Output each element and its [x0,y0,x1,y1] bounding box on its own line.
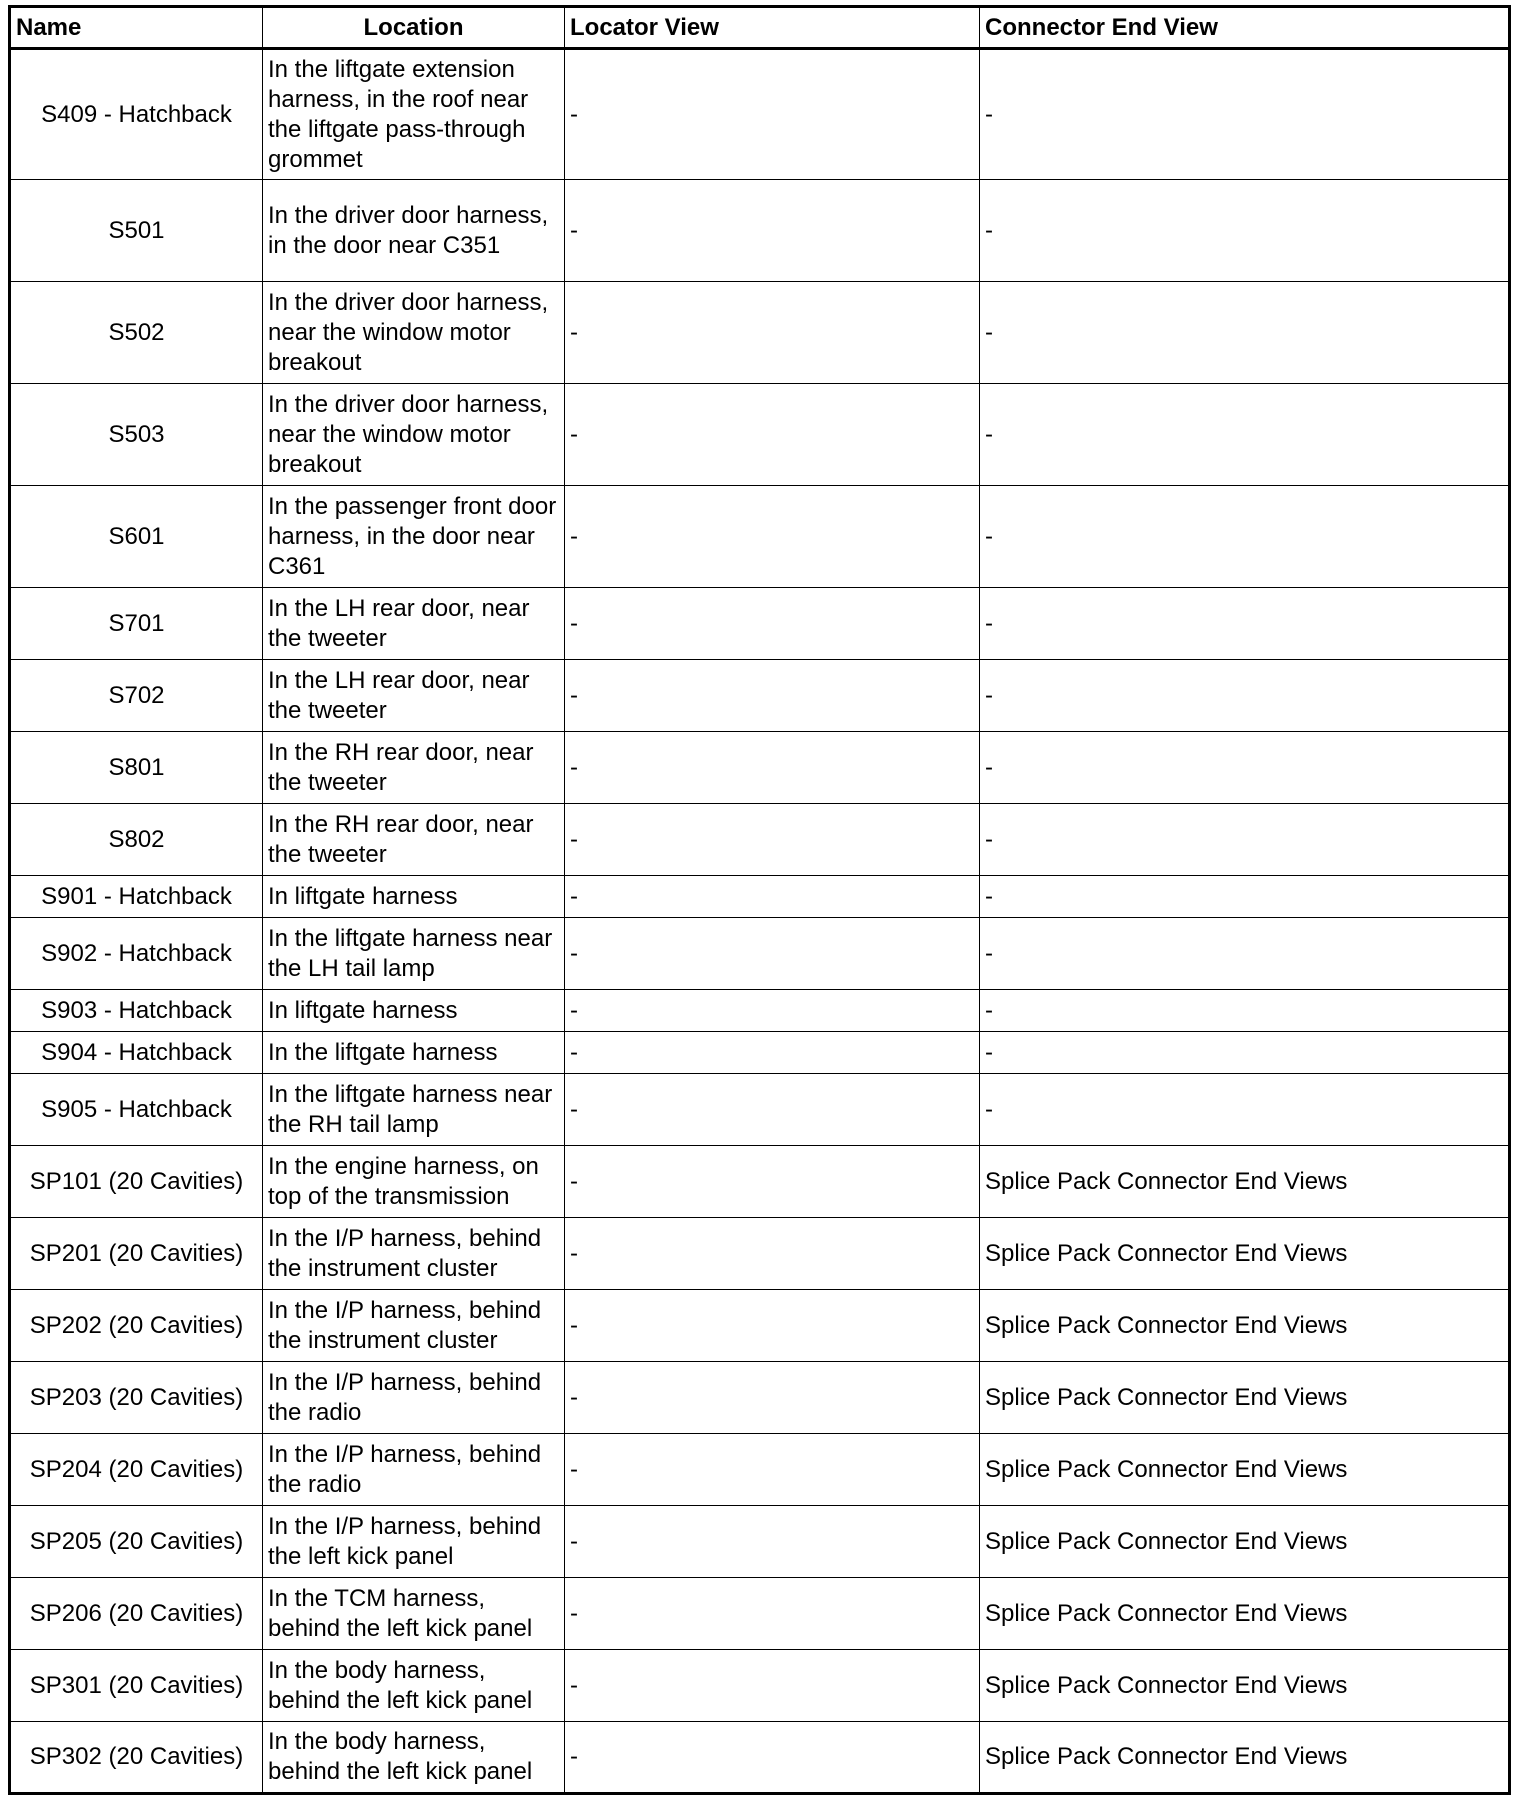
locator-view-cell: - [565,1650,980,1722]
locator-view-cell: - [565,486,980,588]
locator-view-cell: - [565,384,980,486]
table-row [10,732,1510,804]
connector-end-view-cell: - [980,588,1510,660]
table-row [10,1650,1510,1722]
table-header-row [10,7,1510,49]
splice-name: SP203 (20 Cavities) [10,1362,263,1434]
locator-view-cell: - [565,588,980,660]
splice-location: In the passenger front door harness, in the door near C361 [263,486,565,588]
connector-end-view-cell: - [980,918,1510,990]
connector-end-view-cell: - [980,49,1510,180]
connector-end-view-cell: Splice Pack Connector End Views [980,1146,1510,1218]
splice-name: S902 - Hatchback [10,918,263,990]
splice-name: S905 - Hatchback [10,1074,263,1146]
table-row [10,660,1510,732]
splice-location: In the liftgate harness [263,1032,565,1074]
locator-view-cell: - [565,1506,980,1578]
splice-name: SP301 (20 Cavities) [10,1650,263,1722]
splice-name: SP206 (20 Cavities) [10,1578,263,1650]
table-row [10,1362,1510,1434]
locator-view-cell: - [565,1578,980,1650]
splice-name: S501 [10,180,263,282]
table-row [10,486,1510,588]
splice-name: SP202 (20 Cavities) [10,1290,263,1362]
splice-location: In the driver door harness, in the door near C351 [263,180,565,282]
connector-end-view-cell: - [980,990,1510,1032]
locator-view-cell: - [565,1032,980,1074]
connector-end-view-cell: - [980,1074,1510,1146]
connector-end-view-cell: Splice Pack Connector End Views [980,1290,1510,1362]
table-row [10,1290,1510,1362]
splice-location: In the I/P harness, behind the radio [263,1362,565,1434]
table-row [10,990,1510,1032]
splice-name: S601 [10,486,263,588]
connector-end-view-cell: Splice Pack Connector End Views [980,1650,1510,1722]
splice-name: S802 [10,804,263,876]
splice-name: S901 - Hatchback [10,876,263,918]
splice-location: In the I/P harness, behind the instrument cluster [263,1218,565,1290]
locator-view-cell: - [565,1722,980,1794]
locator-view-cell: - [565,1362,980,1434]
connector-end-view-cell: Splice Pack Connector End Views [980,1722,1510,1794]
splice-location: In the LH rear door, near the tweeter [263,660,565,732]
splice-name: SP101 (20 Cavities) [10,1146,263,1218]
splice-name: SP205 (20 Cavities) [10,1506,263,1578]
splice-name: S904 - Hatchback [10,1032,263,1074]
splice-location: In the driver door harness, near the window motor breakout [263,384,565,486]
splice-location: In the I/P harness, behind the radio [263,1434,565,1506]
splice-location: In liftgate harness [263,876,565,918]
splice-location: In the driver door harness, near the window motor breakout [263,282,565,384]
locator-view-cell: - [565,660,980,732]
locator-view-cell: - [565,1146,980,1218]
locator-view-cell: - [565,282,980,384]
splice-name: S701 [10,588,263,660]
splice-name: S503 [10,384,263,486]
connector-end-view-cell: - [980,1032,1510,1074]
splice-name: S801 [10,732,263,804]
connector-end-view-cell: Splice Pack Connector End Views [980,1218,1510,1290]
locator-view-cell: - [565,1074,980,1146]
splice-location: In the RH rear door, near the tweeter [263,732,565,804]
splice-location: In the RH rear door, near the tweeter [263,804,565,876]
splice-location: In the I/P harness, behind the instrument cluster [263,1290,565,1362]
header-connector-end-view: Connector End View [980,7,1510,49]
splice-name: S702 [10,660,263,732]
locator-view-cell: - [565,732,980,804]
header-locator-view: Locator View [565,7,980,49]
splice-location: In the liftgate harness near the RH tail lamp [263,1074,565,1146]
splice-name: S903 - Hatchback [10,990,263,1032]
connector-end-view-cell: - [980,804,1510,876]
locator-view-cell: - [565,1218,980,1290]
locator-view-cell: - [565,990,980,1032]
connector-end-view-cell: - [980,660,1510,732]
table-row [10,1722,1510,1794]
table-row [10,1578,1510,1650]
splice-name: SP302 (20 Cavities) [10,1722,263,1794]
locator-view-cell: - [565,1434,980,1506]
table-row [10,180,1510,282]
connector-end-view-cell: - [980,876,1510,918]
splice-location: In the LH rear door, near the tweeter [263,588,565,660]
table-row [10,1074,1510,1146]
splice-location-table [8,5,1511,1795]
splice-location: In the engine harness, on top of the transmission [263,1146,565,1218]
splice-name: S502 [10,282,263,384]
splice-location: In the liftgate harness near the LH tail lamp [263,918,565,990]
table-row [10,876,1510,918]
locator-view-cell: - [565,918,980,990]
table-row [10,918,1510,990]
locator-view-cell: - [565,804,980,876]
table-row [10,1506,1510,1578]
splice-location: In the body harness, behind the left kick panel [263,1722,565,1794]
splice-location: In liftgate harness [263,990,565,1032]
locator-view-cell: - [565,1290,980,1362]
splice-name: SP201 (20 Cavities) [10,1218,263,1290]
splice-name: S409 - Hatchback [10,49,263,180]
locator-view-cell: - [565,180,980,282]
header-location: Location [263,7,565,49]
connector-end-view-cell: - [980,732,1510,804]
splice-name: SP204 (20 Cavities) [10,1434,263,1506]
table-row [10,1032,1510,1074]
table-row [10,1218,1510,1290]
locator-view-cell: - [565,49,980,180]
connector-end-view-cell: Splice Pack Connector End Views [980,1362,1510,1434]
table-row [10,282,1510,384]
splice-location: In the TCM harness, behind the left kick panel [263,1578,565,1650]
locator-view-cell: - [565,876,980,918]
table-row [10,1146,1510,1218]
table-row [10,49,1510,180]
connector-end-view-cell: - [980,282,1510,384]
table-row [10,588,1510,660]
connector-end-view-cell: Splice Pack Connector End Views [980,1578,1510,1650]
connector-end-view-cell: - [980,180,1510,282]
connector-end-view-cell: Splice Pack Connector End Views [980,1506,1510,1578]
table-row [10,804,1510,876]
table-row [10,384,1510,486]
splice-location: In the I/P harness, behind the left kick panel [263,1506,565,1578]
splice-location: In the body harness, behind the left kick panel [263,1650,565,1722]
splice-location: In the liftgate extension harness, in the roof near the liftgate pass-through grommet [263,49,565,180]
connector-end-view-cell: Splice Pack Connector End Views [980,1434,1510,1506]
connector-end-view-cell: - [980,384,1510,486]
table-row [10,1434,1510,1506]
header-name: Name [10,7,263,49]
connector-end-view-cell: - [980,486,1510,588]
